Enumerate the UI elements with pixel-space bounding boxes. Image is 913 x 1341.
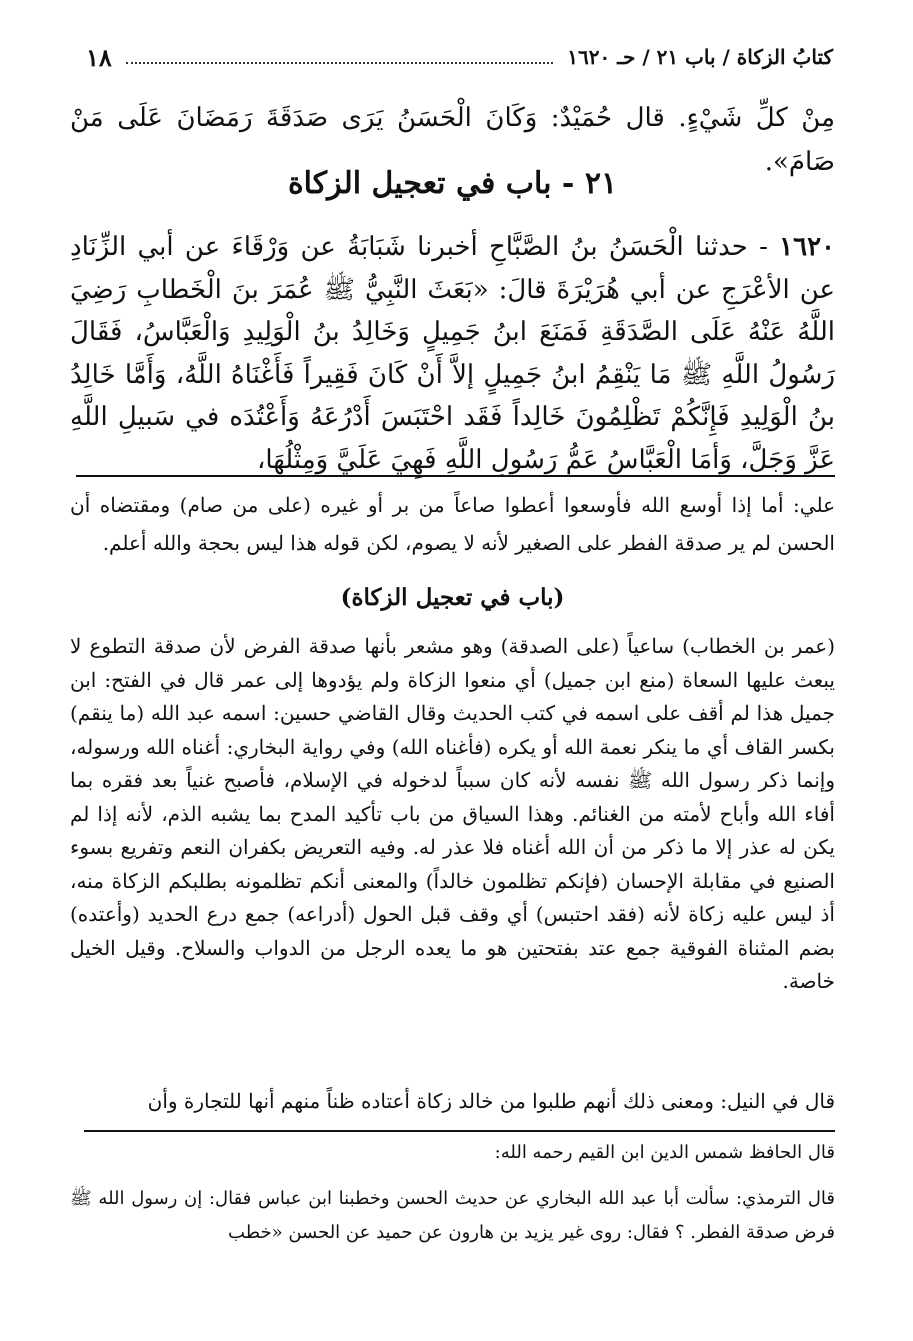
- hadith-number: ١٦٢٠: [779, 232, 836, 262]
- hadith-text: [70, 226, 835, 481]
- nayl-quote: قال في النيل: ومعنى ذلك أنهم طلبوا من خالد زكاة أعتاده ظناً منهم أنها للتجارة وأن: [147, 1089, 835, 1113]
- ibn-qayyim-heading: قال الحافظ شمس الدين ابن القيم رحمه الله:: [494, 1142, 835, 1163]
- running-title: كتابُ الزكاة / باب ٢١ / حـ ١٦٢٠: [567, 45, 833, 69]
- header-dotted-leader: [126, 62, 553, 64]
- tirmidhi-text: قال الترمذي: سألت أبا عبد الله البخاري عن حديث الحسن وخطبنا ابن عباس فقال: إن رسول الله ﷺ فرض صدقة الفطر. ؟ فقال: روى غير يزيد بن هارون عن حميد عن الحسن «خطب: [70, 1188, 835, 1243]
- page-number: ١٨: [86, 42, 112, 72]
- commentary-section-title: (باب في تعجيل الزكاة): [340, 584, 565, 611]
- continuation-line: مِنْ كلِّ شَيْءٍ. قال حُمَيْدٌ: وَكَانَ الْحَسَنُ يَرَى صَدَقَةَ رَمَضَانَ عَلَى مَنْ صَامَ».: [70, 103, 835, 177]
- lower-divider: [84, 1130, 835, 1132]
- page-header: [70, 40, 833, 74]
- hadith-body: - حدثنا الْحَسَنُ بنُ الصَّبَّاحِ أخبرنا شَبَابَةُ عن وَرْقَاءَ عن أبي الزِّنَادِ عن الأعْرَجِ عن أبي هُرَيْرَةَ قالَ: «بَعَثَ النَّبِيُّ ﷺ عُمَرَ بنَ الْخَطابِ رَضِيَ اللَّهُ عَنْهُ عَلَى الصَّدَقَةِ فَمَنَعَ ابنُ جَمِيلٍ وَخَالِدُ بنُ الْوَلِيدِ وَالْعَبَّاسُ، فَقَالَ رَسُولُ اللَّهِ ﷺ مَا يَنْقِمُ ابنُ جَمِيلٍ إلاَّ أَنْ كَانَ فَقِيراً فَأَغْنَاهُ اللَّهُ، وَأَمَّا خَالِدُ بنُ الْوَلِيدِ فَإِنَّكُمْ تَظْلِمُونَ خَالِداً فَقَد احْتَبَسَ أَدْرُعَهُ وَأَعْتُدَه في سَبيلِ اللَّهِ عَزَّ وَجَلَّ، وَأمَا الْعَبَّاسُ عَمُّ رَسُولِ اللَّهِ فَهِيَ عَلَيَّ وَمِثْلُهَا،: [70, 232, 835, 475]
- chapter-title: ٢١ - باب في تعجيل الزكاة: [287, 166, 618, 201]
- commentary-ali: علي: أما إذا أوسع الله فأوسعوا أعطوا صاعاً من بر أو غيره (على من صام) ومقتضاه أن الحسن لم ير صدقة الفطر على الصغير لأنه لا يصوم، لكن قوله هذا ليس بحجة والله أعلم.: [70, 493, 835, 555]
- footnote-divider: [76, 475, 835, 477]
- commentary-text: (عمر بن الخطاب) ساعياً (على الصدقة) وهو مشعر بأنها صدقة الفرض لأن صدقة التطوع لا يبعث عليها السعاة (منع ابن جميل) أي منعوا الزكاة ولم يؤدوها إلى عمر قال في الفتح: ابن جميل هذا لم أقف على اسمه في كتب الحديث وقال القاضي حسين: اسمه عبد الله (ما ينقم) بكسر القاف أي ما ينكر نعمة الله أو يكره (فأغناه الله) وفي رواية البخاري: أغناه الله ورسوله، وإنما ذكر رسول الله ﷺ نفسه لأنه كان سبباً لدخوله في الإسلام، فأصبح غنياً بعد فقره بما أفاء الله وأباح لأمته من الغنائم. وهذا السياق من باب تأكيد المدح بما يشبه الذم، لأنه إذا لم يكن له عذر إلا ما ذكر من أن الله أغناه فلا عذر له. وفيه التعريض بكفران النعم وتفريع بسوء الصنيع في مقابلة الإحسان (فإنكم تظلمون خالداً) والمعنى أنكم تظلمونه بطلبكم الزكاة منه، أذ ليس عليه زكاة لأنه (فقد احتبس) أي وقف قبل الحول (أدراعه) جمع درع الحديد (وأعتده) بضم المثناة الفوقية جمع عتد بفتحتين هو ما يعده الرجل من الدواب والسلاح. وقيل الخيل خاصة.: [70, 634, 835, 993]
